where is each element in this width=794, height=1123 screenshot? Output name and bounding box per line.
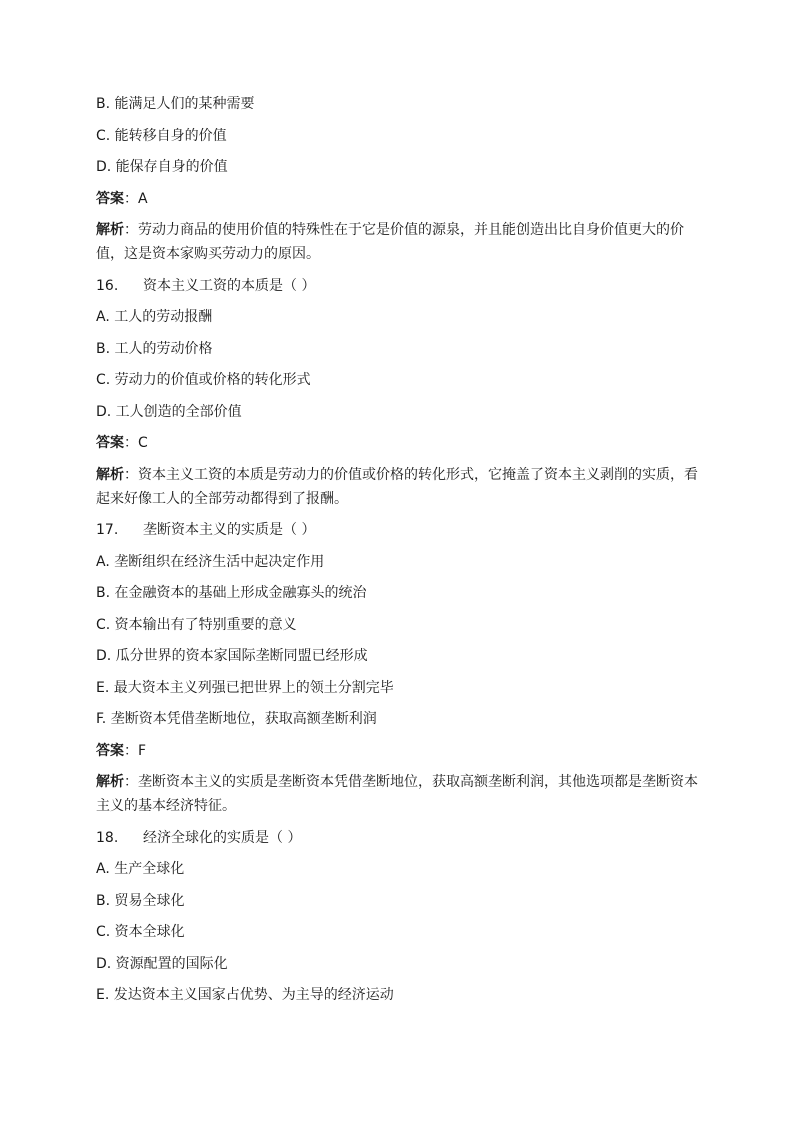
- analysis-text: ：垄断资本主义的实质是垄断资本凭借垄断地位，获取高额垄断利润，其他选项都是垄断资本主义的基本经济特征。: [96, 774, 698, 814]
- question-stem: [96, 826, 704, 850]
- question-stem: [96, 274, 704, 298]
- option-line: D. 能保存自身的价值: [96, 159, 228, 175]
- answer-value: ：C: [124, 435, 148, 451]
- question-number: 16.: [96, 277, 119, 294]
- question-text: 垄断资本主义的实质是（ ）: [143, 522, 316, 538]
- analysis-text: ：劳动力商品的使用价值的特殊性在于它是价值的源泉，并且能创造出比自身价值更大的价值，这是资本家购买劳动力的原因。: [96, 222, 684, 262]
- option-line: B. 能满足人们的某种需要: [96, 96, 255, 112]
- option-line: C. 资本输出有了特别重要的意义: [96, 616, 297, 633]
- answer-label: 答案: [96, 435, 124, 451]
- analysis-label: 解析: [96, 222, 124, 238]
- answer-value: ：A: [124, 190, 148, 207]
- answer-line: [96, 739, 704, 763]
- question-text: 经济全球化的实质是（ ）: [143, 829, 302, 846]
- option-line: B. 工人的劳动价格: [96, 340, 213, 357]
- option-line: A. 工人的劳动报酬: [96, 309, 213, 325]
- option-line: A. 生产全球化: [96, 861, 185, 877]
- option-line: C. 能转移自身的价值: [96, 127, 227, 144]
- question-number: 17.: [96, 522, 119, 538]
- answer-line: [96, 187, 704, 211]
- option-line: A. 垄断组织在经济生活中起决定作用: [96, 553, 325, 570]
- answer-line: [96, 431, 704, 455]
- option-line: C. 资本全球化: [96, 924, 185, 940]
- answer-value: ：F: [124, 742, 147, 759]
- analysis-label: 解析: [96, 466, 124, 483]
- analysis-text: ：资本主义工资的本质是劳动力的价值或价格的转化形式，它掩盖了资本主义剥削的实质，看起来好像工人的全部劳动都得到了报酬。: [96, 466, 698, 507]
- analysis-paragraph: [96, 218, 704, 266]
- question-stem: [96, 518, 704, 542]
- option-line: D. 工人创造的全部价值: [96, 403, 242, 420]
- answer-label: 答案: [96, 742, 124, 759]
- option-line: E. 发达资本主义国家占优势、为主导的经济运动: [96, 987, 394, 1003]
- option-line: E. 最大资本主义列强已把世界上的领土分割完毕: [96, 679, 394, 696]
- option-line: C. 劳动力的价值或价格的转化形式: [96, 372, 311, 388]
- option-line: D. 瓜分世界的资本家国际垄断同盟已经形成: [96, 648, 368, 664]
- analysis-label: 解析: [96, 774, 124, 790]
- option-line: B. 贸易全球化: [96, 892, 185, 909]
- analysis-paragraph: [96, 463, 704, 511]
- question-number: 18.: [96, 829, 119, 846]
- option-line: B. 在金融资本的基础上形成金融寡头的统治: [96, 585, 367, 601]
- analysis-paragraph: [96, 770, 704, 818]
- option-line: D. 资源配置的国际化: [96, 955, 228, 972]
- answer-label: 答案: [96, 190, 124, 207]
- question-text: 资本主义工资的本质是（ ）: [143, 277, 316, 294]
- option-line: F. 垄断资本凭借垄断地位，获取高额垄断利润: [96, 711, 377, 727]
